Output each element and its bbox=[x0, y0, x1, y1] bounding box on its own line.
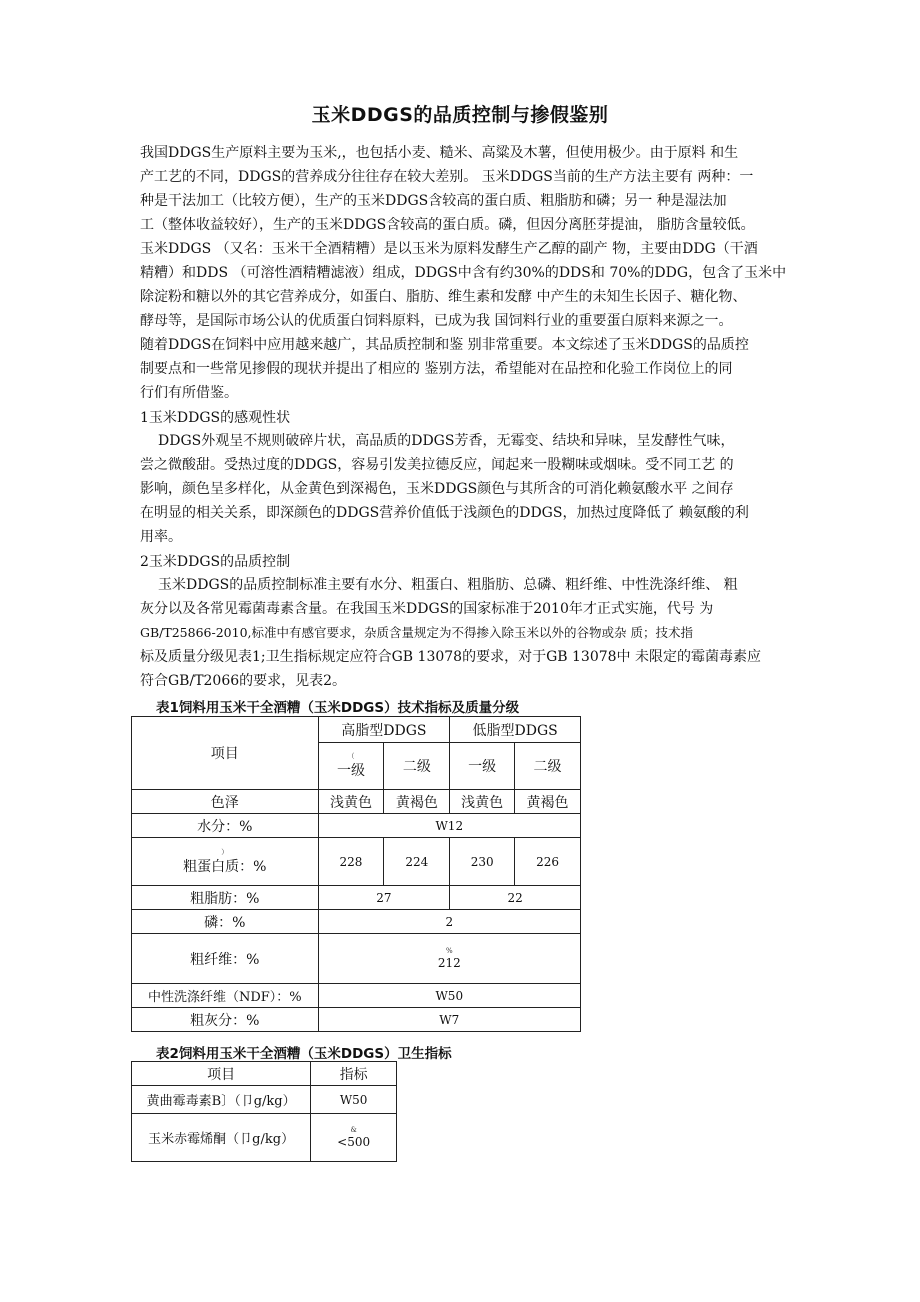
table-1-cell: 22 bbox=[450, 886, 581, 910]
table-1-protein-label: 粗蛋白质：% bbox=[183, 858, 267, 875]
table-1-row-label: 磷：% bbox=[132, 910, 319, 934]
intro-line: 玉米DDGS （又名：玉米干全酒精糟）是以玉米为原料发酵生产乙醇的副产 物，主要由DDG（干酒 bbox=[140, 241, 758, 257]
intro-line: 工（整体收益较好），生产的玉米DDGS含较高的蛋白质。磷，但因分离胚芽提油， 脂肪含量较低。 bbox=[140, 217, 755, 233]
table-1-item-header: 项目 bbox=[132, 717, 319, 790]
intro-line: 精糟）和DDS （可溶性酒精糟滤液）组成，DDGS中含有约30%的DDS和 70%的DDG，包含了玉米中 bbox=[140, 265, 787, 281]
table-1-group-low: 低脂型DDGS bbox=[450, 717, 581, 743]
table-2-row2-value: <500 bbox=[337, 1134, 371, 1149]
table-1-protein-mark: ） bbox=[221, 847, 229, 856]
table-2 bbox=[131, 1061, 397, 1162]
table-1-grade-label: 一级 bbox=[336, 763, 365, 779]
table-1-fiber-value: 212 bbox=[437, 955, 461, 970]
table-1-row-label: 色泽 bbox=[132, 790, 319, 814]
table-1-cell: W50 bbox=[318, 984, 580, 1008]
table-1-grade: 二级 bbox=[384, 743, 450, 790]
table-1-cell: 224 bbox=[384, 838, 450, 886]
table-1-cell: W12 bbox=[318, 814, 580, 838]
table-1-row-label bbox=[132, 838, 319, 886]
table-1 bbox=[131, 716, 581, 1032]
section-2-line: 灰分以及各常见霉菌毒素含量。在我国玉米DDGS的国家标准于2010年才正式实施，代号 为 bbox=[140, 601, 714, 617]
table-1-grade: 一级 bbox=[450, 743, 515, 790]
section-1-line: 用率。 bbox=[140, 529, 182, 545]
section-2-line: 符合GB/T2066的要求，见表2。 bbox=[140, 673, 347, 689]
section-1-heading: 1玉米DDGS的感观性状 bbox=[140, 410, 291, 426]
section-2-line: GB/T25866-2010,标准中有感官要求，杂质含量规定为不得掺入除玉米以外的谷物或杂 质；技术指 bbox=[140, 625, 693, 640]
table-2-row-label: 黄曲霉毒素B〕（卩g/kg） bbox=[132, 1086, 311, 1114]
table-1-group-high: 高脂型DDGS bbox=[318, 717, 450, 743]
intro-line: 种是干法加工（比较方便），生产的玉米DDGS含较高的蛋白质、粗脂肪和磷；另一 种是湿法加 bbox=[140, 193, 727, 209]
table-1-cell: 黄褐色 bbox=[384, 790, 450, 814]
table-1-grade bbox=[318, 743, 384, 790]
table-1-grade: 二级 bbox=[515, 743, 581, 790]
intro-line: 产工艺的不同，DDGS的营养成分往往存在较大差别。 玉米DDGS当前的生产方法主要有 两种：一 bbox=[140, 169, 754, 185]
table-1-row-label: 中性洗涤纤维（NDF）：% bbox=[132, 984, 319, 1008]
table-2-header-item: 项目 bbox=[132, 1062, 311, 1086]
section-1-line: 影响，颜色呈多样化，从金黄色到深褐色，玉米DDGS颜色与其所含的可消化赖氨酸水平 之间存 bbox=[140, 481, 734, 497]
table-1-row-label: 粗灰分：% bbox=[132, 1008, 319, 1032]
table-1-row-label: 粗脂肪：% bbox=[132, 886, 319, 910]
table-1-caption: 表1饲料用玉米干全酒糟（玉米DDGS）技术指标及质量分级 bbox=[156, 700, 520, 716]
intro-line: 酵母等，是国际市场公认的优质蛋白饲料原料，已成为我 国饲料行业的重要蛋白原料来源之一。 bbox=[140, 313, 733, 329]
section-2-heading: 2玉米DDGS的品质控制 bbox=[140, 554, 291, 570]
section-1-line: 在明显的相关关系，即深颜色的DDGS营养价值低于浅颜色的DDGS，加热过度降低了 赖氨酸的利 bbox=[140, 505, 749, 521]
table-2-row2-mark: & bbox=[350, 1125, 357, 1134]
table-2-row-label: 玉米赤霉烯酮（卩g/kg） bbox=[132, 1114, 311, 1162]
intro-line: 除淀粉和糖以外的其它营养成分，如蛋白、脂肪、维生素和发酵 中产生的未知生长因子、糖化物、 bbox=[140, 289, 747, 305]
table-1-cell: 2 bbox=[318, 910, 580, 934]
table-1-cell bbox=[318, 934, 580, 984]
section-2-line: 标及质量分级见表1;卫生指标规定应符合GB 13078的要求，对于GB 13078中 未限定的霉菌毒素应 bbox=[140, 649, 761, 665]
section-2-line: 玉米DDGS的品质控制标准主要有水分、粗蛋白、粗脂肪、总磷、粗纤维、中性洗涤纤维、 粗 bbox=[158, 577, 738, 593]
table-2-cell: W50 bbox=[311, 1086, 397, 1114]
table-1-cell: 230 bbox=[450, 838, 515, 886]
section-1-line: 尝之微酸甜。受热过度的DDGS，容易引发美拉德反应，闻起来一股糊味或烟味。受不同工艺 的 bbox=[140, 457, 734, 473]
document-title: 玉米DDGS的品质控制与掺假鉴别 bbox=[311, 104, 609, 126]
table-1-cell: 浅黄色 bbox=[318, 790, 384, 814]
intro-line: 我国DDGS生产原料主要为玉米,，也包括小麦、糙米、高粱及木薯，但使用极少。由于原料 和生 bbox=[140, 145, 739, 161]
table-1-grade-mark: （ bbox=[347, 752, 355, 760]
intro-line: 制要点和一些常见掺假的现状并提出了相应的 鉴别方法，希望能对在品控和化验工作岗位上的同 bbox=[140, 361, 733, 377]
table-1-cell: 浅黄色 bbox=[450, 790, 515, 814]
table-1-cell: 226 bbox=[515, 838, 581, 886]
table-1-cell: 黄褐色 bbox=[515, 790, 581, 814]
table-2-caption: 表2饲料用玉米干全酒糟（玉米DDGS）卫生指标 bbox=[156, 1046, 452, 1062]
table-1-row-label: 水分：% bbox=[132, 814, 319, 838]
section-1-line: DDGS外观呈不规则破碎片状，高品质的DDGS芳香，无霉变、结块和异味，呈发酵性气味， bbox=[158, 433, 735, 449]
table-1-fiber-mark: % bbox=[445, 946, 453, 955]
intro-line: 行们有所借鉴。 bbox=[140, 385, 238, 401]
table-1-cell: 27 bbox=[318, 886, 450, 910]
intro-line: 随着DDGS在饲料中应用越来越广，其品质控制和鉴 别非常重要。本文综述了玉米DDGS的品质控 bbox=[140, 337, 749, 353]
table-1-cell: 228 bbox=[318, 838, 384, 886]
table-2-header-index: 指标 bbox=[311, 1062, 397, 1086]
table-1-row-label: 粗纤维：% bbox=[132, 934, 319, 984]
table-2-cell bbox=[311, 1114, 397, 1162]
table-1-cell: W7 bbox=[318, 1008, 580, 1032]
